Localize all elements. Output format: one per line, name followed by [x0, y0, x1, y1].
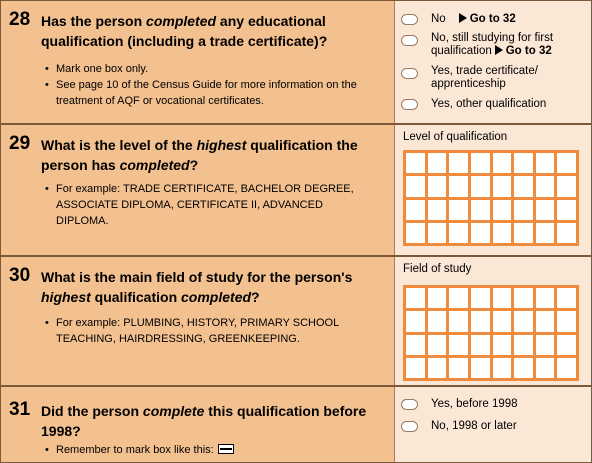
- question-text: What is the main field of study for the person's highest qualification completed?: [41, 269, 353, 305]
- character-box[interactable]: [471, 223, 490, 243]
- character-box[interactable]: [449, 223, 468, 243]
- note-item: • See page 10 of the Census Guide for more information on the treatment of AQF or vocational certificates.: [45, 77, 385, 109]
- question-number: 28: [9, 9, 31, 30]
- question-29-panel: [1, 125, 395, 255]
- character-box[interactable]: [428, 335, 447, 355]
- question-31-panel: [1, 387, 395, 462]
- goto-instruction: Go to 32: [492, 45, 552, 57]
- character-box[interactable]: [406, 223, 425, 243]
- question-31-row: [1, 387, 591, 462]
- character-box[interactable]: [428, 358, 447, 378]
- character-box[interactable]: [449, 200, 468, 220]
- character-box[interactable]: [514, 176, 533, 196]
- character-box[interactable]: [406, 288, 425, 308]
- note-item: • Remember to mark box like this:: [45, 442, 385, 458]
- radio-button[interactable]: [401, 68, 418, 79]
- option-label: Yes, other qualification: [431, 98, 547, 110]
- question-text: Did the person complete this qualification before 1998?: [41, 403, 367, 439]
- character-box[interactable]: [449, 153, 468, 173]
- character-box[interactable]: [471, 200, 490, 220]
- character-box[interactable]: [514, 311, 533, 331]
- character-box[interactable]: [449, 358, 468, 378]
- field-label: Level of qualification: [403, 131, 508, 143]
- character-box[interactable]: [557, 335, 576, 355]
- note-item: • For example: PLUMBING, HISTORY, PRIMARY SCHOOL TEACHING, HAIRDRESSING, GREENKEEPING.: [45, 315, 365, 347]
- character-box[interactable]: [471, 311, 490, 331]
- character-box[interactable]: [428, 153, 447, 173]
- question-number: 29: [9, 133, 31, 154]
- character-box[interactable]: [536, 223, 555, 243]
- goto-instruction: Go to 32: [456, 13, 516, 25]
- character-box[interactable]: [557, 176, 576, 196]
- arrow-right-icon: [495, 45, 503, 55]
- question-notes: [45, 181, 365, 229]
- character-box[interactable]: [449, 335, 468, 355]
- character-box[interactable]: [406, 200, 425, 220]
- question-31-answers: [395, 387, 591, 462]
- question-text: Has the person completed any educational qualification (including a trade certificate)?: [41, 13, 328, 49]
- character-box[interactable]: [406, 153, 425, 173]
- question-29-answers: [395, 125, 591, 255]
- character-box[interactable]: [557, 153, 576, 173]
- question-28-answers: [395, 1, 591, 123]
- question-28-row: [1, 1, 591, 125]
- character-box[interactable]: [514, 288, 533, 308]
- character-box[interactable]: [514, 200, 533, 220]
- radio-button[interactable]: [401, 399, 418, 410]
- marked-box-example-icon: [218, 444, 234, 454]
- character-box[interactable]: [471, 358, 490, 378]
- question-text: What is the level of the highest qualification the person has completed?: [41, 137, 358, 173]
- question-30-row: [1, 257, 591, 387]
- question-30-answers: [395, 257, 591, 385]
- character-box[interactable]: [428, 200, 447, 220]
- character-box[interactable]: [428, 288, 447, 308]
- character-box[interactable]: [536, 358, 555, 378]
- radio-button[interactable]: [401, 99, 418, 110]
- character-box[interactable]: [514, 153, 533, 173]
- level-of-qualification-input[interactable]: [403, 150, 579, 246]
- note-item: • Mark one box only.: [45, 61, 385, 77]
- character-box[interactable]: [557, 200, 576, 220]
- radio-button[interactable]: [401, 421, 418, 432]
- character-box[interactable]: [406, 176, 425, 196]
- character-box[interactable]: [471, 153, 490, 173]
- field-of-study-input[interactable]: [403, 285, 579, 381]
- character-box[interactable]: [493, 358, 512, 378]
- character-box[interactable]: [428, 176, 447, 196]
- character-box[interactable]: [471, 176, 490, 196]
- character-box[interactable]: [493, 153, 512, 173]
- character-box[interactable]: [514, 335, 533, 355]
- character-box[interactable]: [449, 311, 468, 331]
- character-box[interactable]: [406, 311, 425, 331]
- option-label: Yes, trade certificate/ apprenticeship: [431, 65, 538, 90]
- character-box[interactable]: [557, 311, 576, 331]
- question-notes: [45, 315, 365, 347]
- character-box[interactable]: [536, 200, 555, 220]
- radio-button[interactable]: [401, 35, 418, 46]
- question-number: 30: [9, 265, 31, 286]
- character-box[interactable]: [536, 335, 555, 355]
- character-box[interactable]: [428, 311, 447, 331]
- character-box[interactable]: [536, 288, 555, 308]
- question-29-row: [1, 125, 591, 257]
- character-box[interactable]: [493, 335, 512, 355]
- character-box[interactable]: [471, 335, 490, 355]
- arrow-right-icon: [459, 13, 467, 23]
- character-box[interactable]: [557, 358, 576, 378]
- question-notes: [45, 442, 385, 458]
- question-28-panel: [1, 1, 395, 123]
- character-box[interactable]: [493, 200, 512, 220]
- character-box[interactable]: [428, 223, 447, 243]
- option-label: No, still studying for first qualification: [431, 32, 554, 57]
- question-30-panel: [1, 257, 395, 385]
- radio-button[interactable]: [401, 14, 418, 25]
- option-label: Yes, before 1998: [431, 398, 518, 410]
- character-box[interactable]: [449, 288, 468, 308]
- question-notes: [45, 61, 385, 109]
- option-label: No, 1998 or later: [431, 420, 517, 432]
- character-box[interactable]: [493, 311, 512, 331]
- character-box[interactable]: [536, 311, 555, 331]
- option-label: No: [431, 13, 446, 25]
- note-item: • For example: TRADE CERTIFICATE, BACHELOR DEGREE, ASSOCIATE DIPLOMA, CERTIFICATE II, ADVANCED DIPLOMA.: [45, 181, 365, 229]
- character-box[interactable]: [514, 358, 533, 378]
- character-box[interactable]: [406, 335, 425, 355]
- character-box[interactable]: [493, 288, 512, 308]
- question-number: 31: [9, 399, 31, 420]
- character-box[interactable]: [449, 176, 468, 196]
- character-box[interactable]: [493, 176, 512, 196]
- character-box[interactable]: [514, 223, 533, 243]
- character-box[interactable]: [406, 358, 425, 378]
- character-box[interactable]: [557, 223, 576, 243]
- character-box[interactable]: [536, 153, 555, 173]
- field-label: Field of study: [403, 263, 472, 275]
- character-box[interactable]: [493, 223, 512, 243]
- character-box[interactable]: [471, 288, 490, 308]
- character-box[interactable]: [536, 176, 555, 196]
- character-box[interactable]: [557, 288, 576, 308]
